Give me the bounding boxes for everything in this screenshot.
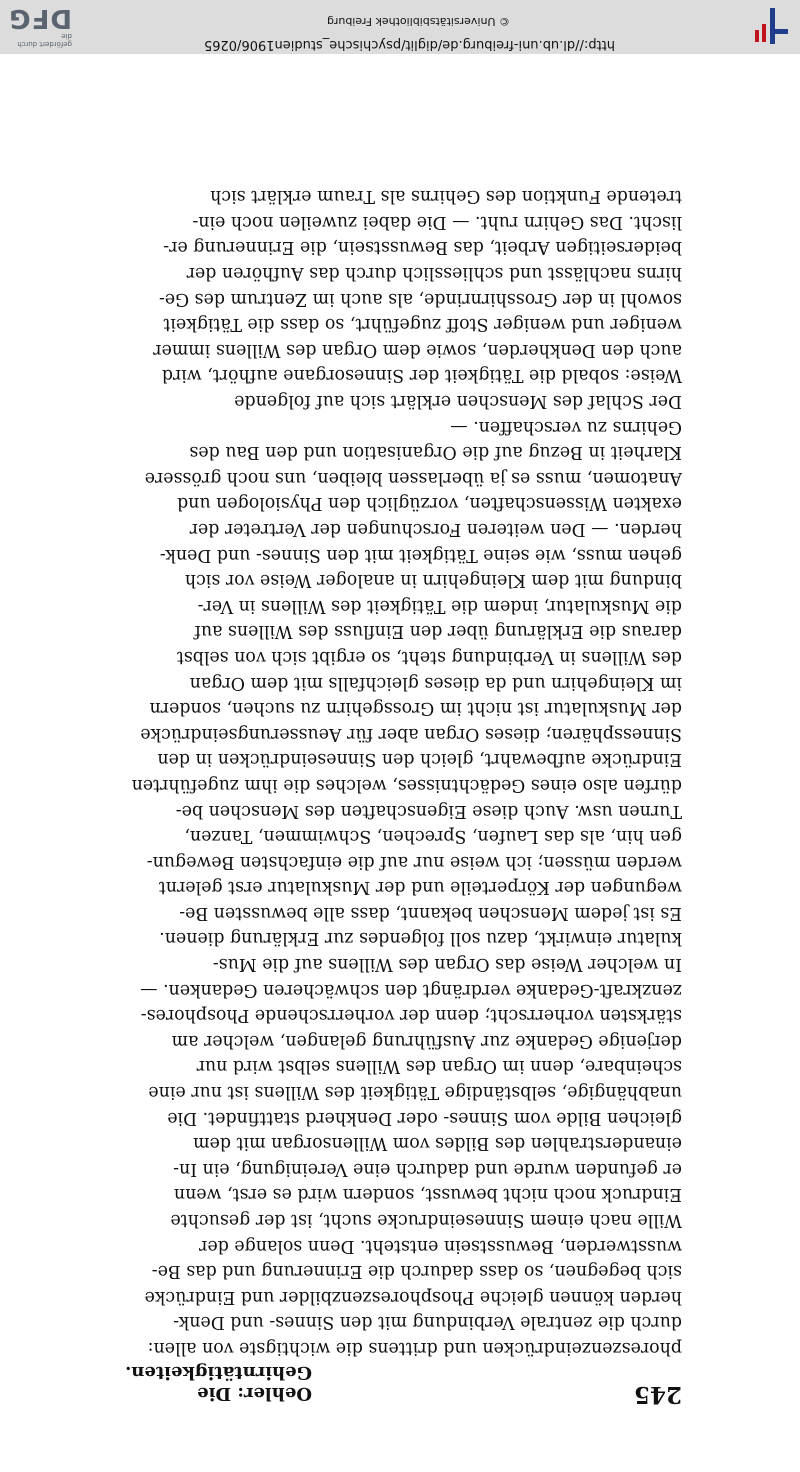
text-line: Der Schlaf des Menschen erklärt sich auf folgende bbox=[234, 391, 682, 412]
dfg-logo-text: DFG bbox=[8, 3, 72, 33]
dfg-logo bbox=[8, 4, 72, 48]
text-line: In welcher Weise das Organ des Willens auf die Mus- bbox=[212, 954, 682, 975]
text-line: derjenige Gedanke zur Ausführung gelangen, welcher am bbox=[171, 1030, 682, 1051]
text-line: Wille nach einem Sinneseindrucke sucht, ist der gesuchte bbox=[170, 1210, 682, 1231]
text-line: weniger und weniger Stoff zugeführt, so dass die Tätigkeit bbox=[163, 314, 682, 335]
text-line: unabhängige, selbständige Tätigkeit des Willens ist nur eine bbox=[148, 1082, 682, 1103]
text-line: hirns nachlässt und schliesslich durch das Aufhören der bbox=[186, 263, 682, 284]
text-line: Eindrücke aufbewahrt, gleich den Sinneseindrücken in den bbox=[157, 749, 682, 770]
text-line: er gefunden wurde und dadurch eine Vereinigung, ein In- bbox=[173, 1158, 682, 1179]
text-line: der Muskulatur ist nicht im Grossgehirn zu suchen, sondern bbox=[149, 698, 682, 719]
text-line: Sinnessphären; dieses Organ aber für Aeusserungseindrücke bbox=[140, 723, 682, 744]
text-line: daraus die Erklärung über den Einfluss des Willens auf bbox=[194, 621, 682, 642]
text-line: gleichen Bilde vom Sinnes- oder Denkherd stattfindet. Die bbox=[167, 1107, 682, 1128]
text-line: lischt. Das Gehirn ruht. — Die dabei zuweilen noch ein- bbox=[192, 211, 682, 232]
text-line: gen hin, als das Laufen, Sprechen, Schwimmen, Tanzen, bbox=[184, 826, 682, 847]
text-line: bindung mit dem Kleingehirn in analoger Weise vor sich bbox=[184, 570, 682, 591]
text-line: des Willens in Verbindung steht, so ergibt sich von selbst bbox=[176, 646, 682, 667]
text-line: Eindruck noch nicht bewusst, sondern wird es erst, wenn bbox=[173, 1184, 682, 1205]
text-line: kulatur einwirkt, dazu soll folgendes zur Erklärung dienen. bbox=[159, 928, 682, 949]
text-line: phoreszenzeindrücken und drittens die wichtigste von allen: bbox=[147, 1338, 682, 1358]
text-line: Es ist jedem Menschen bekannt, dass alle bewussten Be- bbox=[179, 902, 682, 923]
text-line: Turnen usw. Auch diese Eigenschaften des Menschen be- bbox=[175, 800, 682, 821]
text-line: scheinbare, denn im Organ des Willens selbst wird nur bbox=[196, 1056, 682, 1077]
text-line: stärksten vorherrscht; denn der vorherrschende Phosphores- bbox=[140, 1005, 682, 1026]
text-line: im Kleingehirn und da dieses gleichfalls mit dem Organ bbox=[189, 672, 682, 693]
text-line: Anatomen, muss es ja überlassen bleiben, uns noch grössere bbox=[144, 467, 682, 488]
text-line: beiderseitigen Arbeit, das Bewusstsein, die Erinnerung er- bbox=[163, 237, 682, 258]
text-line: herden. — Den weiteren Forschungen der Vertreter der bbox=[189, 519, 682, 539]
text-line: gehen muss, wie seine Tätigkeit mit den Sinnes- und Denk- bbox=[159, 544, 682, 565]
text-line: Klarheit in Bezug auf die Organisation und den Bau des bbox=[189, 442, 682, 463]
text-line: wusstwerden, Bewusstsein entsteht. Denn solange der bbox=[199, 1235, 682, 1256]
university-library-logo-icon bbox=[752, 6, 792, 46]
text-line: einanderstrahlen des Bildes vom Willensorgan mit dem bbox=[193, 1133, 682, 1154]
text-line: tretende Funktion des Gehirns als Traum erklärt sich bbox=[210, 186, 682, 207]
text-line: herden können gleiche Phosphoreszenzbilder und Eindrücke bbox=[144, 1286, 682, 1307]
text-line: durch die zentrale Verbindung mit den Sinnes- und Denk- bbox=[173, 1312, 682, 1333]
text-line: sowohl in der Grosshirnrinde, als auch im Zentrum des Ge- bbox=[159, 288, 682, 309]
text-line: werden müssen; ich weise nur auf die einfachsten Bewegun- bbox=[146, 851, 682, 872]
dfg-tagline: gefördert durch die bbox=[17, 32, 72, 48]
text-line: sich begegnen, so dass dadurch die Erinnerung und das Be- bbox=[151, 1261, 682, 1282]
running-title: Oehler: Die Gehirntätigkeiten. bbox=[125, 1362, 312, 1404]
page-number: 245 bbox=[633, 1381, 682, 1408]
copyright-notice: © Universitätsbibliothek Freiburg bbox=[327, 15, 510, 28]
body-text bbox=[1, 183, 682, 1360]
text-line: wegungen der Körperteile und der Muskulatur erst gelernt bbox=[158, 877, 682, 898]
text-line: Gehirns zu verschaffen. — bbox=[450, 416, 682, 437]
text-line: die Muskulatur, indem die Tätigkeit des Willens in Ver- bbox=[197, 595, 682, 616]
page-header bbox=[125, 1362, 682, 1408]
library-banner bbox=[0, 0, 800, 54]
text-line: zenzkraft-Gedanke verdrängt den schwächeren Gedanken. — bbox=[140, 979, 682, 1000]
text-line: auch den Denkherden, sowie dem Organ des Willens immer bbox=[153, 339, 682, 360]
text-line: Weise: sobald die Tätigkeit der Sinnesorgane aufhört, wird bbox=[161, 365, 682, 386]
text-line: exakten Wissenschaften, vorzüglich den Physiologen und bbox=[177, 493, 682, 514]
text-line: dürfen also eines Gedächtnisses, welches die ihm zugeführten bbox=[131, 774, 682, 795]
source-url[interactable]: http://dl.ub.uni-freiburg.de/diglit/psychische_studien1906/0265 bbox=[203, 37, 615, 52]
